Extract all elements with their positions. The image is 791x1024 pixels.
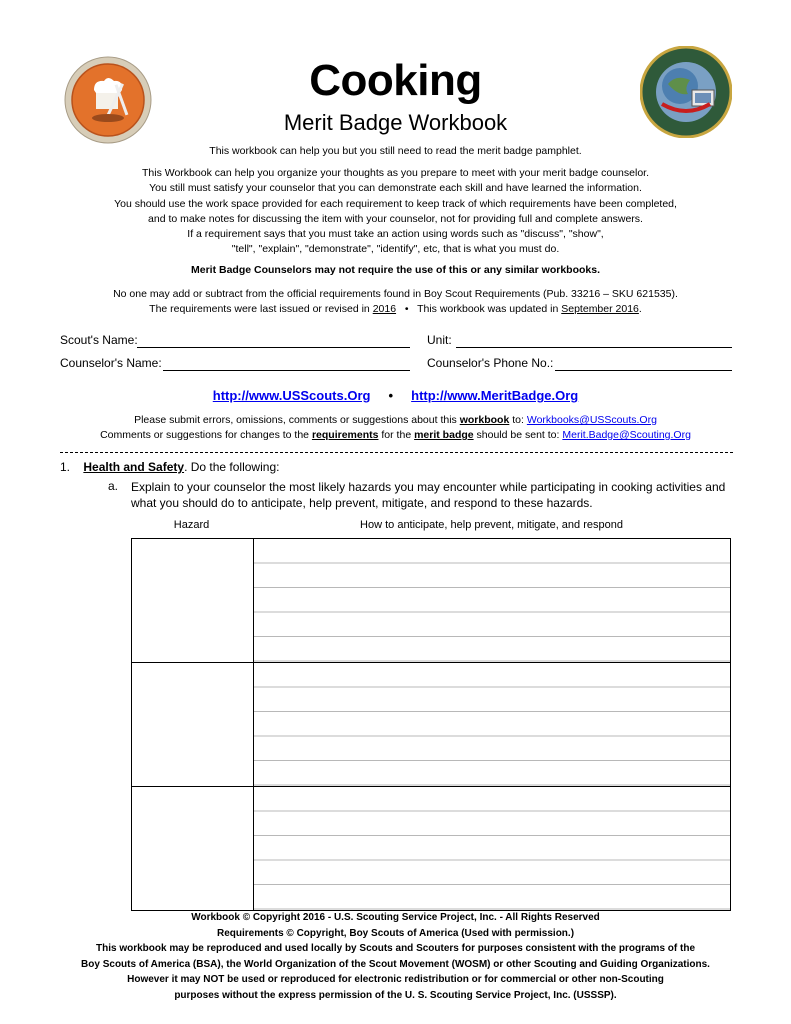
instruction-line: You should use the work space provided for each requirement to keep track of which requirements have been completed, — [114, 197, 677, 210]
intro-text: This workbook can help you but you still need to read the merit badge pamphlet. — [209, 145, 582, 157]
requirement-title-suffix: . Do the following: — [184, 460, 280, 474]
instruction-line: If a requirement says that you must take an action using words such as "discuss", "show", — [187, 228, 604, 241]
submit-bold: requirements — [311, 429, 379, 441]
submit-line-1 — [0, 413, 791, 428]
sub-requirement-text — [131, 479, 731, 511]
revision-line — [0, 302, 791, 317]
footer-usage-line: This workbook may be reproduced and used locally by Scouts and Scouters for purposes consistent with the programs of the — [96, 943, 695, 954]
updated-date: September 2016 — [561, 303, 639, 315]
page-title: Cooking — [309, 56, 482, 105]
issued-prefix: The requirements were last issued or revised in — [149, 303, 370, 315]
footer — [0, 910, 791, 1003]
unit-field[interactable] — [456, 347, 732, 348]
submit-text: should be sent to: — [476, 429, 560, 441]
requirement-title: Health and Safety — [83, 460, 185, 474]
submit-text: Please submit errors, omissions, comments or suggestions about this — [134, 414, 457, 426]
scout-name-label: Scout's Name: — [60, 333, 138, 347]
requirements-note: No one may add or subtract from the official requirements found in Boy Scout Requirements (Pub. 33216 – SKU 621535). — [113, 288, 678, 300]
link-separator: • — [388, 388, 394, 403]
response-column-header: How to anticipate, help prevent, mitigate, and respond — [360, 519, 623, 531]
sub-letter: a. — [108, 479, 119, 493]
sub-requirement-line: what you should do to anticipate, help prevent, mitigate, and respond to these hazards. — [131, 496, 593, 510]
counselor-name-label: Counselor's Name: — [60, 356, 162, 370]
merit-badge-email-link[interactable]: Merit.Badge@Scouting.Org — [562, 429, 691, 441]
instruction-line: You still must satisfy your counselor that you can demonstrate each skill and have learned the information. — [149, 182, 642, 195]
submit-text: to: — [512, 414, 524, 426]
scout-name-field[interactable] — [137, 347, 410, 348]
sub-requirement-line: Explain to your counselor the most likely hazards you may encounter while participating in cooking activities and — [131, 480, 726, 494]
counselor-note: Merit Badge Counselors may not require the use of this or any similar workbooks. — [190, 264, 600, 276]
updated-suffix: . — [638, 303, 642, 315]
submit-bold: workbook — [459, 414, 510, 426]
table-row — [132, 539, 731, 663]
counselor-phone-field[interactable] — [555, 370, 732, 371]
hazard-cell[interactable] — [132, 539, 254, 663]
hazard-cell[interactable] — [132, 787, 254, 911]
instruction-line: "tell", "explain", "demonstrate", "identify", etc, that is what you must do. — [231, 243, 560, 256]
footer-copyright: Workbook © Copyright 2016 - U.S. Scouting Service Project, Inc. - All Rights Reserved — [191, 912, 600, 923]
bullet: • — [404, 303, 409, 315]
section-divider — [60, 452, 733, 453]
updated-prefix: This workbook was updated in — [417, 303, 559, 315]
requirement-1 — [60, 460, 279, 474]
footer-requirements-copyright: Requirements © Copyright, Boy Scouts of America (Used with permission.) — [216, 927, 575, 939]
table-row — [132, 663, 731, 787]
counselor-name-field[interactable] — [163, 370, 410, 371]
instruction-line: This Workbook can help you organize your thoughts as you prepare to meet with your merit badge counselor. — [141, 167, 649, 179]
usscouts-link[interactable]: http://www.USScouts.Org — [212, 388, 371, 403]
meritbadge-link[interactable]: http://www.MeritBadge.Org — [411, 388, 579, 403]
footer-usage-line: However it may NOT be used or reproduced for electronic redistribution or for commercial or other non-Scouting — [127, 974, 664, 985]
footer-usage-line: Boy Scouts of America (BSA), the World Organization of the Scout Movement (WOSM) or other Scouting and Guiding Organizations. — [81, 958, 710, 970]
instructions-paragraph — [0, 166, 791, 258]
hazard-cell[interactable] — [132, 663, 254, 787]
hazard-column-header: Hazard — [173, 519, 210, 531]
submit-bold: merit badge — [414, 429, 474, 441]
footer-usage-line: purposes without the express permission of the U. S. Scouting Service Project, Inc. (USSSP). — [174, 989, 617, 1001]
requirement-number: 1. — [60, 460, 71, 474]
links-row — [0, 388, 791, 403]
response-cell[interactable] — [254, 663, 731, 787]
page-subtitle: Merit Badge Workbook — [283, 110, 508, 135]
unit-label: Unit: — [427, 333, 452, 347]
hazard-table — [131, 538, 731, 911]
issued-year: 2016 — [372, 303, 397, 315]
counselor-phone-label: Counselor's Phone No.: — [427, 356, 554, 370]
response-cell[interactable] — [254, 787, 731, 911]
workbooks-email-link[interactable]: Workbooks@USScouts.Org — [526, 414, 657, 426]
response-cell[interactable] — [254, 539, 731, 663]
submit-text: Comments or suggestions for changes to the — [100, 429, 310, 441]
submit-text: for the — [381, 429, 412, 441]
table-row — [132, 787, 731, 911]
submit-line-2 — [0, 428, 791, 443]
instruction-line: and to make notes for discussing the item with your counselor, not for providing full and complete answers. — [148, 212, 643, 225]
